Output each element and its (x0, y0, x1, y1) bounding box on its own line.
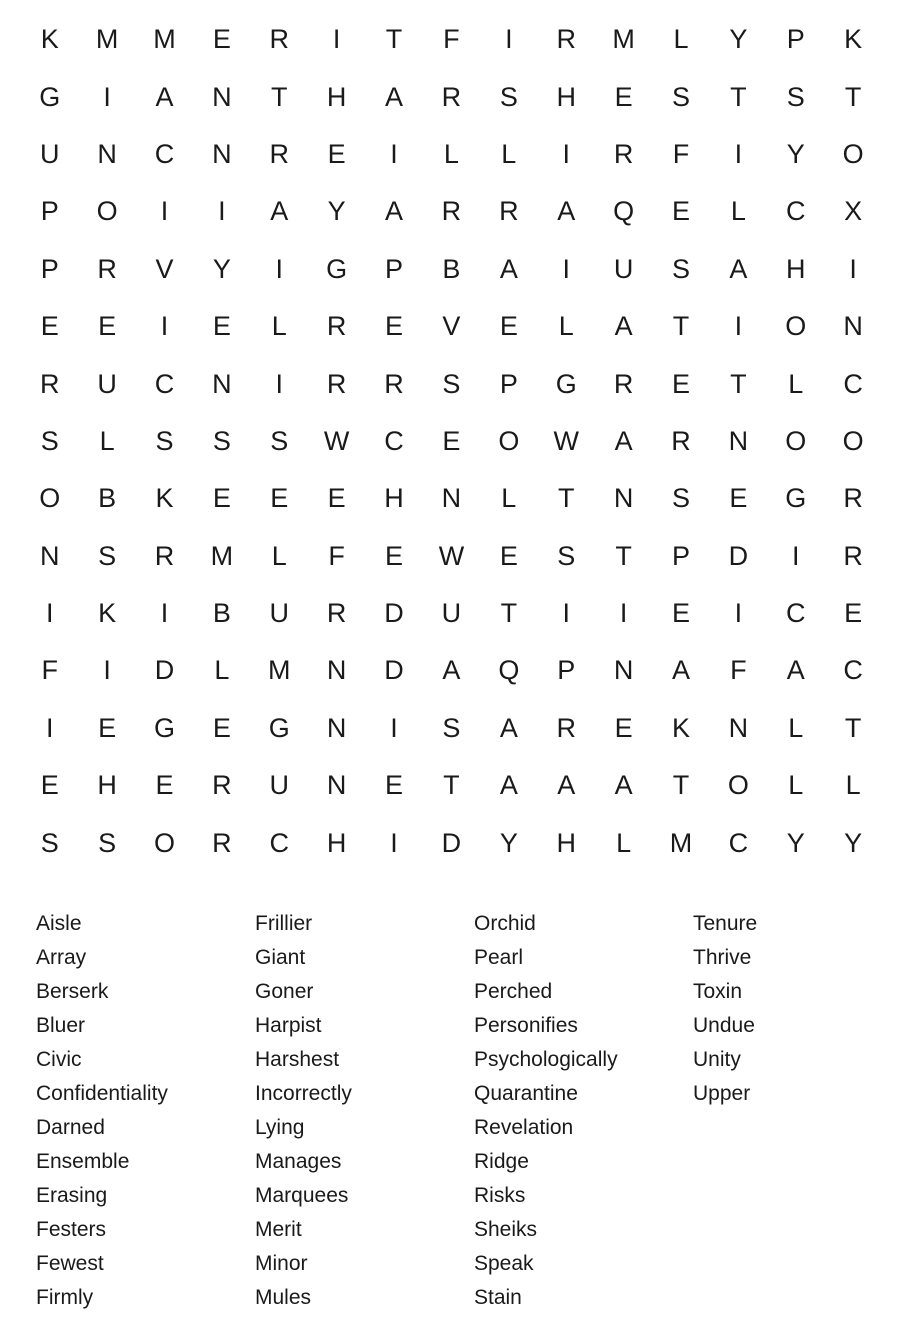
word-list-item: Upper (693, 1082, 751, 1105)
grid-cell[interactable]: S (442, 712, 461, 743)
grid-cell[interactable]: Q (498, 655, 520, 686)
grid-cell[interactable]: W (438, 540, 465, 571)
grid-cell[interactable]: A (499, 253, 518, 284)
word-list-item: Tenure (693, 912, 758, 935)
grid-cell[interactable]: U (441, 598, 462, 629)
grid-cell[interactable]: A (614, 425, 633, 456)
grid-cell[interactable]: E (155, 770, 174, 801)
grid-cell[interactable]: R (671, 425, 691, 456)
grid-cell[interactable]: A (499, 712, 518, 743)
grid-cell[interactable]: Y (786, 827, 805, 858)
grid-cell[interactable]: L (501, 483, 517, 514)
grid-cell[interactable]: I (390, 827, 398, 858)
grid-cell[interactable]: I (275, 368, 284, 399)
grid-cell[interactable]: E (729, 483, 748, 514)
grid-cell[interactable]: S (671, 483, 690, 514)
grid-cell[interactable]: L (730, 196, 746, 227)
grid-cell[interactable]: P (499, 368, 518, 399)
grid-cell[interactable]: I (390, 712, 398, 743)
word-list-item: Marquees (255, 1184, 349, 1207)
grid-cell[interactable]: P (385, 253, 404, 284)
grid-cell[interactable]: F (328, 540, 345, 571)
grid-cell[interactable]: E (212, 24, 231, 55)
grid-cell[interactable]: N (326, 770, 347, 801)
word-list-item: Fewest (36, 1252, 104, 1275)
grid-cell[interactable]: E (671, 368, 690, 399)
grid-cell[interactable]: U (269, 598, 289, 629)
grid-cell[interactable]: M (612, 24, 635, 55)
grid-cell[interactable]: R (556, 24, 576, 55)
grid-cell[interactable]: L (788, 368, 804, 399)
word-list-item: Thrive (693, 946, 752, 969)
grid-cell[interactable]: E (442, 425, 461, 456)
grid-cell[interactable]: I (734, 598, 743, 629)
word-list-item: Manages (255, 1150, 342, 1173)
grid-cell[interactable]: E (385, 770, 404, 801)
grid-cell[interactable]: G (39, 81, 61, 112)
word-list-item: Perched (474, 980, 553, 1003)
grid-cell[interactable]: T (500, 598, 518, 629)
grid-cell[interactable]: I (45, 712, 54, 743)
grid-cell[interactable]: A (557, 196, 576, 227)
grid-cell[interactable]: I (218, 196, 226, 227)
word-list-item: Sheiks (474, 1218, 538, 1241)
grid-cell[interactable]: N (613, 655, 634, 686)
word-list-item: Undue (693, 1014, 755, 1037)
grid-cell[interactable]: M (95, 24, 119, 55)
grid-cell[interactable]: L (673, 24, 689, 55)
grid-cell[interactable]: I (562, 138, 570, 169)
grid-cell[interactable]: C (154, 138, 175, 169)
grid-cell[interactable]: L (558, 311, 574, 342)
word-list-item: Civic (36, 1048, 82, 1071)
grid-cell[interactable]: P (40, 196, 59, 227)
grid-cell[interactable]: E (98, 712, 117, 743)
word-list-item: Harshest (255, 1048, 340, 1071)
word-list-item: Giant (255, 946, 306, 969)
grid-cell[interactable]: L (501, 138, 517, 169)
word-list-item: Orchid (474, 912, 536, 935)
grid-cell[interactable]: V (155, 253, 174, 284)
word-list-item: Ensemble (36, 1150, 130, 1173)
word-list-item: Toxin (693, 980, 743, 1003)
grid-cell[interactable]: D (728, 540, 749, 571)
grid-cell[interactable]: O (498, 425, 520, 456)
word-list-item: Goner (255, 980, 314, 1003)
grid-cell[interactable]: A (385, 196, 404, 227)
grid-cell[interactable]: D (384, 655, 404, 686)
grid-cell[interactable]: F (672, 138, 690, 169)
grid-cell[interactable]: I (160, 311, 169, 342)
grid-cell[interactable]: T (557, 483, 575, 514)
grid-cell[interactable]: N (212, 138, 232, 169)
grid-cell[interactable]: C (728, 827, 749, 858)
grid-cell[interactable]: H (556, 81, 576, 112)
grid-cell[interactable]: K (844, 24, 863, 55)
word-list-item: Lying (255, 1116, 305, 1139)
grid-cell[interactable]: F (41, 655, 58, 686)
grid-cell[interactable]: R (441, 196, 462, 227)
grid-cell[interactable]: M (268, 655, 291, 686)
grid-cell[interactable]: C (843, 655, 863, 686)
grid-cell[interactable]: E (270, 483, 289, 514)
word-list-item: Berserk (36, 980, 109, 1003)
grid-cell[interactable]: R (384, 368, 404, 399)
grid-cell[interactable]: G (268, 712, 290, 743)
grid-cell[interactable]: N (326, 712, 347, 743)
grid-cell[interactable]: W (323, 425, 350, 456)
grid-cell[interactable]: R (499, 196, 519, 227)
grid-cell[interactable]: H (786, 253, 806, 284)
word-list-item: Speak (474, 1252, 534, 1275)
grid-cell[interactable]: P (786, 24, 805, 55)
grid-cell[interactable]: I (103, 81, 111, 112)
grid-cell[interactable]: R (843, 540, 863, 571)
grid-cell[interactable]: S (786, 81, 805, 112)
letter-grid (21, 11, 881, 872)
grid-cell[interactable]: E (212, 483, 231, 514)
grid-cell[interactable]: O (842, 138, 864, 169)
grid-cell[interactable]: S (671, 81, 690, 112)
grid-cell[interactable]: N (326, 655, 347, 686)
grid-cell[interactable]: B (212, 598, 231, 629)
grid-cell[interactable]: R (556, 712, 576, 743)
grid-cell[interactable]: R (613, 138, 634, 169)
grid-cell[interactable]: C (786, 598, 806, 629)
grid-cell[interactable]: Y (212, 253, 231, 284)
grid-cell[interactable]: S (40, 425, 59, 456)
grid-cell[interactable]: S (155, 425, 174, 456)
grid-cell[interactable]: R (269, 24, 289, 55)
grid-cell[interactable]: B (98, 483, 117, 514)
grid-cell[interactable]: E (40, 311, 59, 342)
word-list-item: Merit (255, 1218, 302, 1241)
grid-cell[interactable]: A (729, 253, 748, 284)
grid-cell[interactable]: E (98, 311, 117, 342)
word-list-item: Incorrectly (255, 1082, 352, 1105)
word-list-item: Aisle (36, 912, 82, 935)
grid-cell[interactable]: H (556, 827, 576, 858)
grid-cell[interactable]: R (326, 311, 347, 342)
grid-cell[interactable]: R (212, 827, 232, 858)
grid-cell[interactable]: U (97, 368, 117, 399)
grid-cell[interactable]: R (326, 598, 347, 629)
word-list-item: Stain (474, 1286, 522, 1309)
grid-cell[interactable]: H (384, 483, 404, 514)
grid-cell[interactable]: Q (613, 196, 635, 227)
grid-cell[interactable]: I (160, 196, 169, 227)
grid-cell[interactable]: H (326, 81, 347, 112)
grid-cell[interactable]: H (326, 827, 347, 858)
grid-cell[interactable]: I (619, 598, 628, 629)
grid-cell[interactable]: S (442, 368, 461, 399)
grid-cell[interactable]: G (785, 483, 807, 514)
word-list-item: Psychologically (474, 1048, 618, 1071)
grid-cell[interactable]: N (728, 425, 749, 456)
grid-cell[interactable]: E (327, 483, 346, 514)
grid-cell[interactable]: N (441, 483, 462, 514)
grid-cell[interactable]: S (270, 425, 289, 456)
grid-cell[interactable]: L (845, 770, 861, 801)
grid-cell[interactable]: T (730, 368, 747, 399)
grid-cell[interactable]: Y (786, 138, 805, 169)
grid-cell[interactable]: I (275, 253, 284, 284)
grid-cell[interactable]: A (671, 655, 690, 686)
grid-cell[interactable]: F (443, 24, 460, 55)
grid-cell[interactable]: E (671, 196, 690, 227)
grid-cell[interactable]: L (788, 770, 804, 801)
word-list-item: Harpist (255, 1014, 322, 1037)
grid-cell[interactable]: T (672, 311, 690, 342)
grid-cell[interactable]: S (40, 827, 59, 858)
grid-cell[interactable]: Y (499, 827, 518, 858)
grid-cell[interactable]: A (385, 81, 404, 112)
grid-cell[interactable]: S (671, 253, 690, 284)
grid-cell[interactable]: K (155, 483, 174, 514)
grid-cell[interactable]: E (671, 598, 690, 629)
grid-cell[interactable]: A (557, 770, 576, 801)
grid-cell[interactable]: E (614, 81, 633, 112)
grid-cell[interactable]: K (40, 24, 59, 55)
grid-cell[interactable]: R (154, 540, 175, 571)
grid-cell[interactable]: K (671, 712, 690, 743)
grid-cell[interactable]: U (269, 770, 289, 801)
grid-cell[interactable]: E (385, 311, 404, 342)
grid-cell[interactable]: P (557, 655, 576, 686)
grid-cell[interactable]: U (613, 253, 634, 284)
grid-cell[interactable]: E (499, 311, 518, 342)
grid-cell[interactable]: O (785, 311, 807, 342)
grid-cell[interactable]: T (672, 770, 690, 801)
grid-cell[interactable]: L (214, 655, 230, 686)
grid-cell[interactable]: I (562, 253, 570, 284)
grid-cell[interactable]: T (730, 81, 747, 112)
grid-cell[interactable]: V (442, 311, 461, 342)
grid-cell[interactable]: S (499, 81, 518, 112)
grid-cell[interactable]: N (613, 483, 634, 514)
grid-cell[interactable]: I (849, 253, 857, 284)
word-list (36, 907, 886, 1315)
grid-cell[interactable]: T (271, 81, 288, 112)
grid-cell[interactable]: C (384, 425, 404, 456)
grid-cell[interactable]: W (553, 425, 579, 456)
grid-cell[interactable]: L (271, 540, 287, 571)
word-list-item: Frillier (255, 912, 313, 935)
grid-cell[interactable]: X (844, 196, 863, 227)
word-list-item: Pearl (474, 946, 524, 969)
grid-cell[interactable]: E (327, 138, 346, 169)
grid-cell[interactable]: I (562, 598, 570, 629)
grid-cell[interactable]: K (98, 598, 117, 629)
grid-cell[interactable]: D (154, 655, 175, 686)
word-list-item: Confidentiality (36, 1082, 168, 1105)
grid-cell[interactable]: E (212, 712, 231, 743)
word-column-4 (693, 907, 902, 1315)
word-list-item: Minor (255, 1252, 308, 1275)
grid-cell[interactable]: M (210, 540, 234, 571)
grid-cell[interactable]: R (613, 368, 634, 399)
grid-cell[interactable]: G (555, 368, 577, 399)
word-list-item: Revelation (474, 1116, 574, 1139)
grid-cell[interactable]: C (843, 368, 863, 399)
grid-cell[interactable]: G (326, 253, 348, 284)
word-list-item: Festers (36, 1218, 107, 1241)
grid-cell[interactable]: G (153, 712, 175, 743)
grid-cell[interactable]: M (153, 24, 176, 55)
grid-cell[interactable]: M (669, 827, 693, 858)
word-column-1 (36, 907, 255, 1315)
grid-cell[interactable]: P (40, 253, 59, 284)
grid-cell[interactable]: A (614, 311, 633, 342)
grid-cell[interactable]: O (39, 483, 61, 514)
grid-cell[interactable]: N (212, 81, 232, 112)
grid-cell[interactable]: S (98, 827, 117, 858)
grid-cell[interactable]: R (212, 770, 232, 801)
grid-cell[interactable]: R (843, 483, 863, 514)
grid-cell[interactable]: L (443, 138, 459, 169)
grid-cell[interactable]: N (39, 540, 60, 571)
grid-cell[interactable]: U (39, 138, 60, 169)
grid-cell[interactable]: E (40, 770, 59, 801)
grid-cell[interactable]: N (97, 138, 117, 169)
grid-cell[interactable]: E (844, 598, 863, 629)
grid-cell[interactable]: O (96, 196, 118, 227)
grid-cell[interactable]: O (785, 425, 807, 456)
grid-cell[interactable]: H (97, 770, 117, 801)
grid-cell[interactable]: I (734, 311, 743, 342)
grid-cell[interactable]: I (390, 138, 398, 169)
grid-cell[interactable]: Y (327, 196, 346, 227)
grid-cell[interactable]: I (160, 598, 169, 629)
word-list-item: Erasing (36, 1184, 108, 1207)
grid-cell[interactable]: T (385, 24, 403, 55)
grid-cell[interactable]: A (270, 196, 289, 227)
grid-cell[interactable]: D (441, 827, 462, 858)
grid-cell[interactable]: E (385, 540, 404, 571)
grid-cell[interactable]: F (730, 655, 747, 686)
grid-cell[interactable]: I (332, 24, 341, 55)
grid-cell[interactable]: E (614, 712, 633, 743)
grid-cell[interactable]: A (155, 81, 174, 112)
grid-cell[interactable]: E (212, 311, 231, 342)
grid-cell[interactable]: O (842, 425, 864, 456)
grid-cell[interactable]: A (614, 770, 633, 801)
word-list-item: Firmly (36, 1286, 94, 1309)
word-list-item: Ridge (474, 1150, 529, 1173)
grid-cell[interactable]: I (792, 540, 800, 571)
grid-cell[interactable]: T (844, 81, 862, 112)
grid-cell[interactable]: O (153, 827, 175, 858)
grid-cell[interactable]: R (269, 138, 289, 169)
grid-cell[interactable]: T (615, 540, 632, 571)
word-list-item: Quarantine (474, 1082, 578, 1105)
grid-cell[interactable]: O (727, 770, 749, 801)
grid-cell[interactable]: D (384, 598, 404, 629)
grid-cell[interactable]: N (843, 311, 863, 342)
grid-cell[interactable]: C (786, 196, 806, 227)
word-list-item: Bluer (36, 1014, 86, 1037)
grid-cell[interactable]: B (442, 253, 461, 284)
word-list-item: Personifies (474, 1014, 578, 1037)
grid-cell[interactable]: I (103, 655, 111, 686)
grid-cell[interactable]: R (97, 253, 117, 284)
word-list-item: Mules (255, 1286, 312, 1309)
grid-cell[interactable]: I (734, 138, 743, 169)
grid-cell[interactable]: L (616, 827, 632, 858)
grid-cell[interactable]: P (671, 540, 690, 571)
grid-cell[interactable]: S (98, 540, 117, 571)
grid-cell[interactable]: L (99, 425, 115, 456)
grid-cell[interactable]: Y (844, 827, 863, 858)
grid-cell[interactable]: N (728, 712, 749, 743)
grid-cell[interactable]: A (786, 655, 805, 686)
word-list-item: Risks (474, 1184, 526, 1207)
grid-cell[interactable]: Y (729, 24, 748, 55)
grid-cell[interactable]: L (788, 712, 804, 743)
word-list-item: Array (36, 946, 87, 969)
grid-cell[interactable]: T (443, 770, 460, 801)
word-list-item: Unity (693, 1048, 741, 1071)
grid-cell[interactable]: C (154, 368, 175, 399)
word-list-item: Darned (36, 1116, 105, 1139)
grid-cell[interactable]: I (505, 24, 513, 55)
word-column-3 (474, 907, 693, 1315)
grid-cell[interactable]: C (269, 827, 289, 858)
grid-cell[interactable]: I (45, 598, 54, 629)
grid-cell[interactable]: R (39, 368, 60, 399)
grid-cell[interactable]: A (499, 770, 518, 801)
grid-cell[interactable]: S (212, 425, 231, 456)
grid-cell[interactable]: E (499, 540, 518, 571)
grid-cell[interactable]: R (326, 368, 347, 399)
grid-cell[interactable]: A (442, 655, 461, 686)
word-column-2 (255, 907, 474, 1315)
grid-cell[interactable]: L (271, 311, 287, 342)
grid-cell[interactable]: N (212, 368, 232, 399)
grid-cell[interactable]: T (844, 712, 862, 743)
grid-cell[interactable]: R (441, 81, 462, 112)
grid-cell[interactable]: S (557, 540, 576, 571)
